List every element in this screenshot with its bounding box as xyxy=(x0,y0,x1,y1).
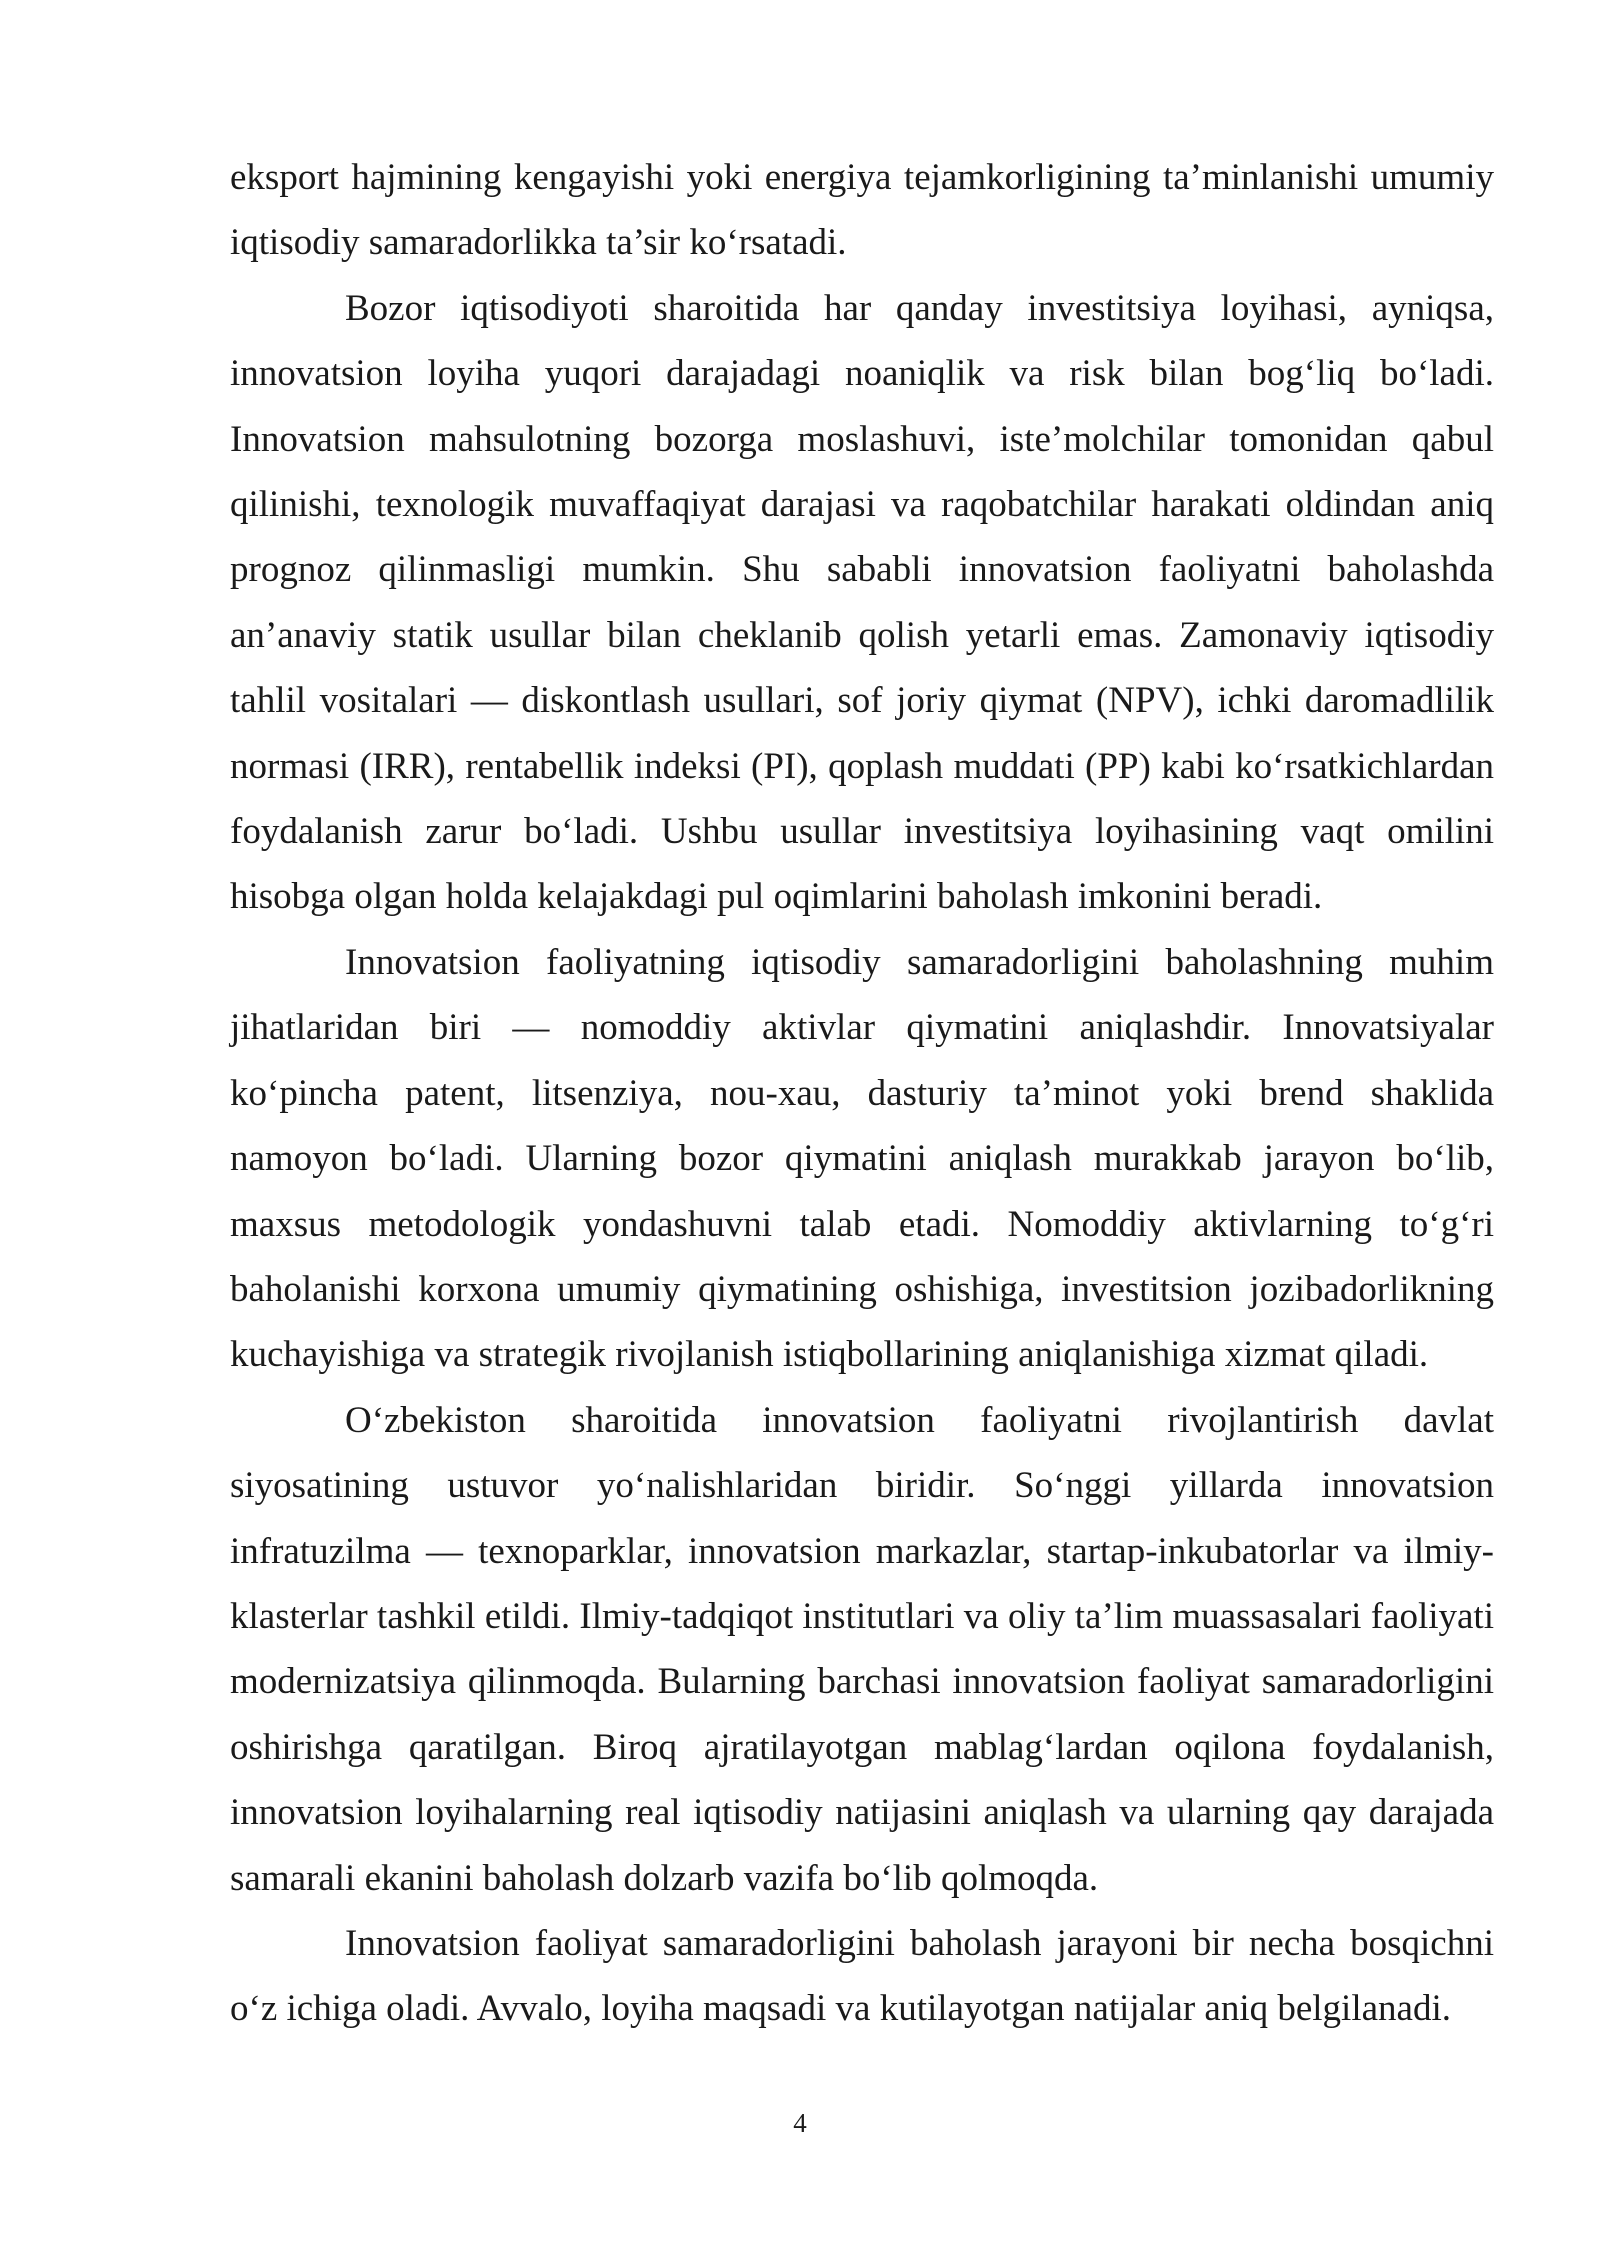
page-number: 4 xyxy=(793,2108,807,2138)
document-body xyxy=(230,145,1494,2042)
paragraph-1: eksport hajmining kengayishi yoki energiya tejamkorligining ta’minlanishi umumiy iqtisodiy samaradorlikka ta’sir koʻrsatadi. xyxy=(230,157,1494,264)
paragraph-4: Oʻzbekiston sharoitida innovatsion faoliyatni rivojlantirish davlat siyosatining ustuvor yoʻnalishlaridan biridir. Soʻnggi yillarda innovatsion infratuzilma — texnoparklar, innovatsion markazlar, startap-inkubatorlar va ilmiy-klasterlar tashkil etildi. Ilmiy-tadqiqot institutlari va oliy ta’lim muassasalari faoliyati modernizatsiya qilinmoqda. Bularning barchasi innovatsion faoliyat samaradorligini oshirishga qaratilgan. Biroq ajratilayotgan mablagʻlardan oqilona foydalanish, innovatsion loyihalarning real iqtisodiy natijasini aniqlash va ularning qay darajada samarali ekanini baholash dolzarb vazifa boʻlib qolmoqda. xyxy=(230,1399,1494,1899)
paragraph-2: Bozor iqtisodiyoti sharoitida har qanday investitsiya loyihasi, ayniqsa, innovatsion loyiha yuqori darajadagi noaniqlik va risk bilan bogʻliq boʻladi. Innovatsion mahsulotning bozorga moslashuvi, iste’molchilar tomonidan qabul qilinishi, texnologik muvaffaqiyat darajasi va raqobatchilar harakati oldindan aniq prognoz qilinmasligi mumkin. Shu sababli innovatsion faoliyatni baholashda an’anaviy statik usullar bilan cheklanib qolish yetarli emas. Zamonaviy iqtisodiy tahlil vositalari — diskontlash usullari, sof joriy qiymat (NPV), ichki daromadlilik normasi (IRR), rentabellik indeksi (PI), qoplash muddati (PP) kabi koʻrsatkichlardan foydalanish zarur boʻladi. Ushbu usullar investitsiya loyihasining vaqt omilini hisobga olgan holda kelajakdagi pul oqimlarini baholash imkonini beradi. xyxy=(230,287,1494,918)
paragraph-3: Innovatsion faoliyatning iqtisodiy samaradorligini baholashning muhim jihatlaridan biri — nomoddiy aktivlar qiymatini aniqlashdir. Innovatsiyalar koʻpincha patent, litsenziya, nou-xau, dasturiy ta’minot yoki brend shaklida namoyon boʻladi. Ularning bozor qiymatini aniqlash murakkab jarayon boʻlib, maxsus metodologik yondashuvni talab etadi. Nomoddiy aktivlarning toʻgʻri baholanishi korxona umumiy qiymatining oshishiga, investitsion jozibadorlikning kuchayishiga va strategik rivojlanish istiqbollarining aniqlanishiga xizmat qiladi. xyxy=(230,941,1494,1376)
paragraph-5: Innovatsion faoliyat samaradorligini baholash jarayoni bir necha bosqichni oʻz ichiga oladi. Avvalo, loyiha maqsadi va kutilayotgan natijalar aniq belgilanadi. xyxy=(230,1922,1494,2030)
